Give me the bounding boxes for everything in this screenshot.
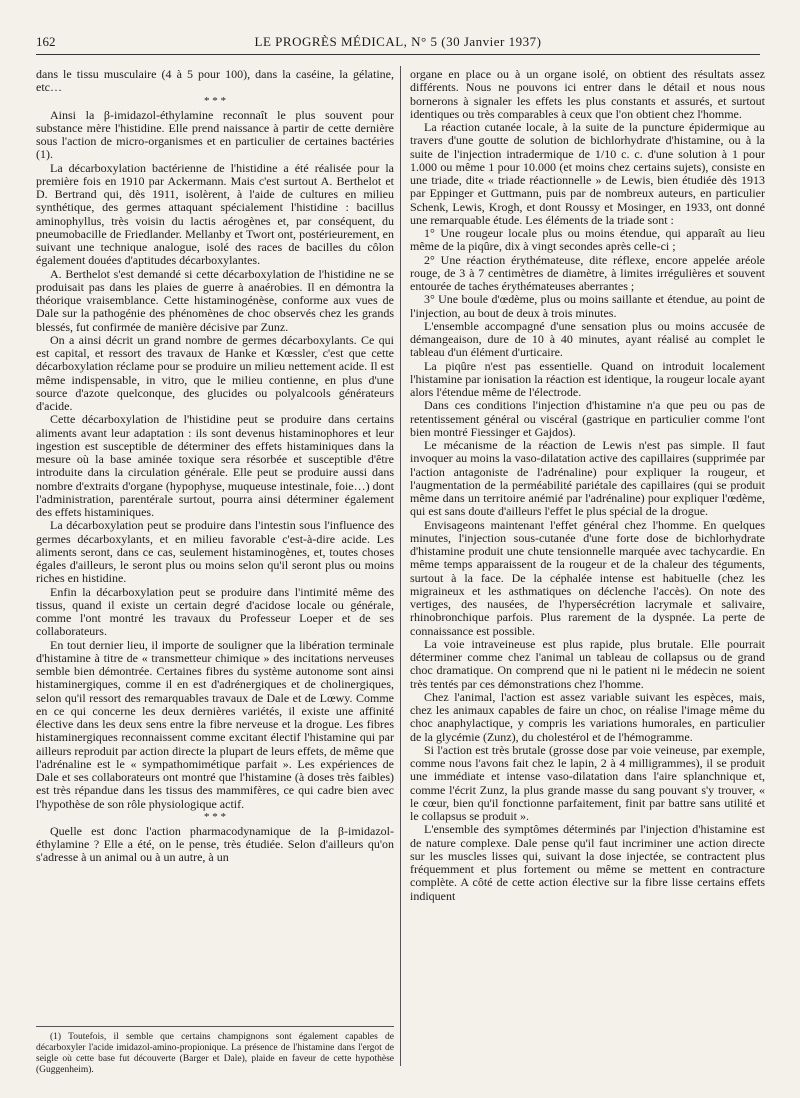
section-separator: * * *: [204, 810, 226, 823]
paragraph: La décarboxylation peut se produire dans l'intestin sous l'influence des germes décarboxylants, et en milieu favorable c'est-à-dire acide. Les aliments seront, dans ce cas, seulement histaminogènes, et, toutes choses égales d'ailleurs, le seront plus ou moins selon qu'il seront plus ou moins riches en histidine.: [36, 518, 394, 586]
paragraph: La réaction cutanée locale, à la suite de la puncture épidermique au travers d'une goutte de solution de bichlorhydrate d'histamine, ou à la suite de l'injection intradermique de 1/10 c. c. d'une solution à 1 pour 1.000 ou même 1 pour 10.000 (et moins chez certains sujets), consiste en une triade, dite « triade réactionnelle » de Lewis, bien étudiée dès 1913 par Eppinger et Guttmann, puis par de nombreux auteurs, en particulier Schenk, Lewis, Krogh, et dont Roussy et Mosinger, en 1933, ont donné une remarquable étude. Les éléments de la triade sont :: [410, 120, 765, 227]
paragraph: Cette décarboxylation de l'histidine peut se produire dans certains aliments avant leur adaptation : ils sont devenus histaminophores et leur ingestion est susceptible de déterminer des effets histaminiques dans la mesure où la base aminée toxique sera résorbée et susceptible d'être introduite dans la circulation générale. Elle peut se produire aussi dans nombre d'extraits d'organe (hypophyse, muqueuse intestinale, foie…) dont l'administration, parentérale surtout, pourra ainsi déterminer également des effets histaminiques.: [36, 412, 394, 519]
paragraph: La décarboxylation bactérienne de l'histidine a été réalisée pour la première fois en 1910 par Ackermann. Mais c'est surtout A. Berthelot et D. Bertrand qui, dès 1911, isolèrent, à l'aide de cultures en milieu synthétique, des germes attaquant spécialement l'histidine : bacillus aminophyllus, très voisin du lactis aérogènes et, par conséquent, du pneumobacille de Friedlander. Mellanby et Twort ont, postérieurement, en suivant une technique analogue, isolé des races de bacilles du côlon également douées d'aptitudes décarboxylantes.: [36, 160, 394, 268]
paragraph: Le mécanisme de la réaction de Lewis n'est pas simple. Il faut invoquer au moins la vaso-dilatation active des capillaires (supprimée par l'action antagoniste de l'adrénaline) pour expliquer la rougeur, et l'augmentation de la perméabilité pariétale des capillaires (qui se produit même dans un territoire anémié par l'adrénaline) pour expliquer l'œdème, qui est sans doute d'ailleurs l'effet le plus spécial de la drogue.: [410, 438, 765, 519]
paragraph: A. Berthelot s'est demandé si cette décarboxylation de l'histidine ne se produisait pas dans les plaies de guerre à anaérobies. Il en démontra la théorique vraisemblance. Cette histaminogénèse, conforme aux vues de Dale sur la pathogénie des phénomènes de choc observés chez les grands blessés, fut confirmée de manière décisive par Zunz.: [36, 266, 394, 334]
list-item: 3° Une boule d'œdème, plus ou moins saillante et étendue, au point de l'injection, au bout de deux à trois minutes.: [410, 292, 765, 320]
column-divider: [400, 66, 401, 1066]
page-header: [36, 34, 760, 55]
paragraph: On a ainsi décrit un grand nombre de germes décarboxylants. Ce qui est capital, et ressort des travaux de Hanke et Kœssler, c'est que cette décarboxylation réclame pour se produire un milieu nettement acide. Il est même indispensable, in vitro, que le milieu contienne, en plus d'une source d'azote quelconque, des glucides ou polyalcools générateurs d'acide.: [36, 332, 394, 413]
paragraph: Enfin la décarboxylation peut se produire dans l'intimité même des tissus, quand il existe un certain degré d'acidose locale ou générale, comme l'ont montré les travaux du Professeur Loeper et de ses collaborateurs.: [36, 584, 394, 639]
page-number: 162: [36, 34, 56, 49]
paragraph: La piqûre n'est pas essentielle. Quand on introduit localement l'histamine par ionisation la réaction est identique, la rougeur locale ayant alors l'étendue même de l'électrode.: [410, 358, 765, 399]
paragraph: Quelle est donc l'action pharmacodynamique de la β-imidazol-éthylamine ? Elle a été, on le pense, très étudiée. Selon d'ailleurs qu'on s'adresse à un animal ou à un autre, à un: [36, 823, 394, 865]
paragraph: L'ensemble accompagné d'une sensation plus ou moins accusée de démangeaison, dure de 10 à 40 minutes, ayant réalisé au complet le tableau d'un élément d'urticaire.: [410, 318, 765, 360]
footnote: [36, 1026, 394, 1076]
footnote-text: (1) Toutefois, il semble que certains champignons sont également capables de décarboxyler l'acide imidazol-amino-propionique. La présence de l'histamine dans l'ergot de seigle où cette base fut découverte (Barger et Dale), plaide en faveur de cette hypothèse (Guggenheim).: [36, 1032, 394, 1075]
list-item: 1° Une rougeur locale plus ou moins étendue, qui apparaît au lieu même de la piqûre, dix à vingt secondes après celle-ci ;: [410, 226, 765, 254]
paragraph: Dans ces conditions l'injection d'histamine n'a que peu ou pas de retentissement général ou viscéral (gastrique en particulier comme l'ont bien montré Fiessinger et Gajdos).: [410, 398, 765, 439]
paragraph: L'ensemble des symptômes déterminés par l'injection d'histamine est de nature complexe. Dale pense qu'il faut incriminer une action directe sur les muscles lisses qui, suivant la dose injectée, se contractent plus fréquemment et plus fortement ou même se mettent en contracture complète. A côté de cette action élective sur la fibre lisse certains effets indiquent: [410, 822, 765, 903]
section-separator: * * *: [204, 94, 226, 107]
right-column: [410, 68, 765, 903]
paragraph: En tout dernier lieu, il importe de souligner que la libération terminale d'histamine à titre de « transmetteur chimique » des incitations nerveuses semble bien démontrée. Certaines fibres du système autonome sont ainsi histaminergiques, comme il en est d'adrénergiques et de cholinergiques, selon qu'il ressort des remarquables travaux de Dale et de Lœwy. Comme en ce qui concerne les deux dernières variétés, il existe une affinité élective dans les deux sens entre la fibre nerveuse et la drogue. Les fibres histaminergiques reconnaissent comme excitant électif l'histamine qui par ailleurs reproduit par action directe la plupart de leurs effets, de même que l'adrénaline est le « sympathomimétique parfait ». Les expériences de Dale et ses collaborateurs ont montré que l'histamine (à doses très faibles) est très répandue dans les tissus des mammifères, ce qui cadre bien avec l'hypothèse de son rôle physiologique actif.: [36, 637, 394, 811]
paragraph: La voie intraveineuse est plus rapide, plus brutale. Elle pourrait déterminer comme chez l'animal un tableau de collapsus ou de grand choc dramatique. On comprend que ni le patient ni le médecin ne soient très tentés par ces démonstrations chez l'homme.: [410, 636, 765, 691]
paragraph: dans le tissu musculaire (4 à 5 pour 100), dans la caséine, la gélatine, etc…: [36, 67, 394, 95]
paragraph: Si l'action est très brutale (grosse dose par voie veineuse, par exemple, comme nous l'avons fait chez le lapin, 2 à 4 milligrammes), il se produit une immédiate et intense vaso-dilatation dans l'aire splanchnique et, comme l'écrit Zunz, la plus grande masse du sang pouvant s'y trouver, « le cœur, bien qu'il fonctionne parfaitement, finit par battre sans utilité et le collapsus se produit ».: [410, 742, 765, 823]
list-item: 2° Une réaction érythémateuse, dite réflexe, encore appelée aréole rouge, de 3 à 7 centimètres de diamètre, à limites irrégulières et souvent entourée de taches érythémateuses aberrantes ;: [410, 252, 765, 293]
paragraph: organe en place ou à un organe isolé, on obtient des résultats assez différents. Nous ne pouvons ici entrer dans le détail et nous nous bornerons à signaler les effets les plus constants et assurés, et surtout identiques ou très comparables à ceux que l'on obtient chez l'homme.: [410, 67, 765, 121]
paragraph: Chez l'animal, l'action est assez variable suivant les espèces, mais, chez les animaux capables de faire un choc, on réalise l'image même du choc anaphylactique, y compris les variations humorales, en particulier de la glycémie (Zunz), du cholestérol et de l'hémogramme.: [410, 689, 765, 744]
paragraph: Envisageons maintenant l'effet général chez l'homme. En quelques minutes, l'injection sous-cutanée d'une forte dose de bichlorhydrate d'histamine produit une chute tensionnelle marquée avec tachycardie. En même temps apparaissent de la rougeur et de la chaleur des téguments, surtout à la face. De la céphalée intense est habituelle (chez les migraineux et les asthmatiques on déclenche l'accès). On note des vertiges, des nausées, de l'hypersécrétion lacrymale et salivaire, rhinobronchique parfois. Plus rarement de la dyspnée. La perte de connaissance est possible.: [410, 517, 765, 638]
paragraph: Ainsi la β-imidazol-éthylamine reconnaît le plus souvent pour substance mère l'histidine. Elle prend naissance à partir de cette dernière sous l'action de micro-organismes et en particulier de certaines bactéries (1).: [36, 107, 394, 162]
left-column: [36, 68, 394, 865]
running-title: LE PROGRÈS MÉDICAL, N° 5 (30 Janvier 1937): [254, 34, 542, 49]
